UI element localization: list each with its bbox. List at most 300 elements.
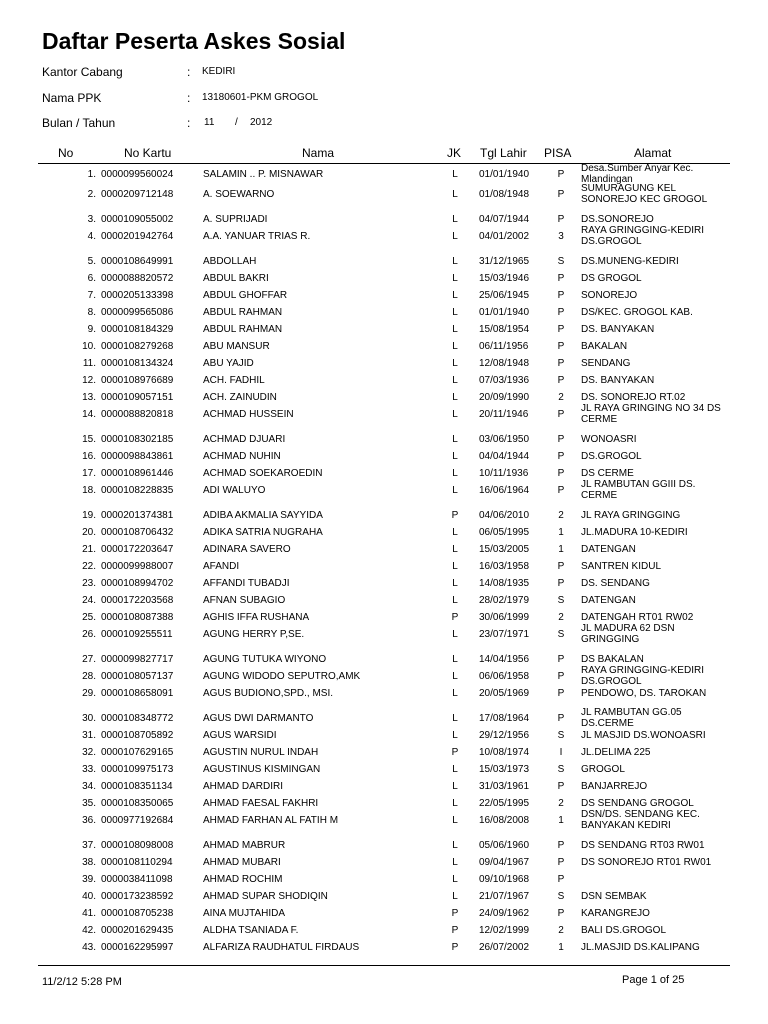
participant-name: AGUNG TUTUKA WIYONO — [203, 654, 327, 665]
pisa-code: P — [557, 671, 565, 682]
card-number: 0000108706432 — [101, 527, 174, 538]
card-number: 0000108302185 — [101, 434, 174, 445]
card-number: 0000108351134 — [101, 781, 173, 792]
row-number: 33. — [82, 764, 96, 775]
participant-name: ADIBA AKMALIA SAYYIDA — [203, 510, 323, 521]
participant-name: AGUS WARSIDI — [203, 730, 277, 741]
table-row — [0, 761, 768, 778]
birth-date: 04/06/2010 — [479, 510, 530, 521]
card-number: 0000108705892 — [101, 730, 174, 741]
card-number: 0000099988007 — [101, 561, 174, 572]
card-number: 0000209712148 — [101, 189, 174, 200]
birth-date: 16/08/2008 — [479, 815, 530, 826]
col-tgl-header: Tgl Lahir — [480, 146, 527, 160]
gender: L — [452, 544, 458, 555]
footer-divider — [38, 965, 730, 966]
card-number: 0000173238592 — [101, 891, 174, 902]
pisa-code: P — [557, 169, 565, 180]
birth-date: 03/06/1950 — [479, 434, 530, 445]
row-number: 13. — [82, 392, 96, 403]
gender: L — [452, 375, 458, 386]
participant-name: AGUS BUDIONO,SPD., MSI. — [203, 688, 334, 699]
pisa-code: 3 — [558, 231, 564, 242]
card-number: 0000109055002 — [101, 214, 174, 225]
address: DS/KEC. GROGOL KAB. — [581, 307, 693, 318]
card-number: 0000108350065 — [101, 798, 174, 809]
address: JL.MASJID DS.KALIPANG — [581, 942, 700, 953]
participant-name: AGUNG WIDODO SEPUTRO,AMK — [203, 671, 361, 682]
table-row — [0, 905, 768, 922]
participant-name: AHMAD FARHAN AL FATIH M — [203, 815, 339, 826]
pisa-code: P — [557, 713, 565, 724]
col-kartu-header: No Kartu — [124, 146, 172, 160]
card-number: 0000098843861 — [101, 451, 174, 462]
birth-date: 28/02/1979 — [479, 595, 530, 606]
birth-date: 04/07/1944 — [479, 214, 530, 225]
row-number: 40. — [82, 891, 96, 902]
card-number: 0000108087388 — [101, 612, 174, 623]
card-number: 0000109057151 — [101, 392, 174, 403]
participant-name: AHMAD FAESAL FAKHRI — [203, 798, 319, 809]
birth-date: 04/01/2002 — [479, 231, 530, 242]
address: JL MASJID DS.WONOASRI — [581, 730, 706, 741]
birth-date: 05/06/1960 — [479, 840, 530, 851]
pisa-code: 1 — [558, 815, 564, 826]
address: DS SENDANG GROGOL — [581, 798, 694, 809]
row-number: 25. — [82, 612, 96, 623]
gender: L — [452, 214, 458, 225]
row-number: 41. — [82, 908, 96, 919]
address: DATENGAN — [581, 595, 636, 606]
participant-name: AHMAD DARDIRI — [203, 781, 284, 792]
table-row — [0, 871, 768, 888]
participant-name: ADINARA SAVERO — [203, 544, 291, 555]
table-row — [0, 778, 768, 795]
row-number: 21. — [82, 544, 96, 555]
address: SANTREN KIDUL — [581, 561, 662, 572]
gender: L — [452, 654, 458, 665]
row-number: 26. — [82, 629, 96, 640]
gender: L — [452, 671, 458, 682]
row-number: 28. — [82, 671, 96, 682]
row-number: 8. — [87, 307, 96, 318]
card-number: 0000108705238 — [101, 908, 174, 919]
gender: P — [451, 510, 459, 521]
table-row — [0, 403, 768, 425]
birth-date: 21/07/1967 — [479, 891, 530, 902]
birth-date: 26/07/2002 — [479, 942, 530, 953]
pisa-code: 1 — [558, 942, 564, 953]
birth-date: 17/08/1964 — [479, 713, 530, 724]
birth-date: 04/04/1944 — [479, 451, 530, 462]
birth-date: 01/01/1940 — [479, 307, 530, 318]
birth-date: 22/05/1995 — [479, 798, 530, 809]
pisa-code: 2 — [558, 392, 564, 403]
participant-name: AHMAD MUBARI — [203, 857, 281, 868]
participant-name: ACHMAD SOEKAROEDIN — [203, 468, 323, 479]
pisa-code: 2 — [558, 925, 564, 936]
pisa-code: P — [557, 857, 565, 868]
row-number: 35. — [82, 798, 96, 809]
gender: L — [452, 273, 458, 284]
address: JL RAMBUTAN GGIII DS. CERME — [581, 479, 696, 501]
gender: L — [452, 561, 458, 572]
row-number: 12. — [82, 375, 96, 386]
row-number: 6. — [87, 273, 96, 284]
gender: L — [452, 468, 458, 479]
participant-name: ABDUL RAHMAN — [203, 324, 283, 335]
pisa-code: 2 — [558, 798, 564, 809]
print-timestamp: 11/2/12 5:28 PM — [42, 976, 122, 988]
participant-name: ABDUL BAKRI — [203, 273, 269, 284]
card-number: 0000107629165 — [101, 747, 174, 758]
row-number: 7. — [87, 290, 96, 301]
row-number: 16. — [82, 451, 96, 462]
address: DS. SONOREJO RT.02 — [581, 392, 686, 403]
participant-name: ACH. FADHIL — [203, 375, 265, 386]
page-title: Daftar Peserta Askes Sosial — [42, 28, 346, 54]
row-number: 23. — [82, 578, 96, 589]
address: BANJARREJO — [581, 781, 648, 792]
participant-name: ABU YAJID — [203, 358, 254, 369]
pisa-code: P — [557, 451, 565, 462]
pisa-code: I — [559, 747, 563, 758]
address: GROGOL — [581, 764, 625, 775]
participant-name: AGUSTIN NURUL INDAH — [203, 747, 319, 758]
birth-date: 24/09/1962 — [479, 908, 530, 919]
address: PENDOWO, DS. TAROKAN — [581, 688, 707, 699]
card-number: 0000099827717 — [101, 654, 174, 665]
card-number: 0000108976689 — [101, 375, 174, 386]
pisa-code: P — [557, 654, 565, 665]
participant-name: AGHIS IFFA RUSHANA — [203, 612, 310, 623]
table-row — [0, 304, 768, 321]
card-number: 0000108110294 — [101, 857, 173, 868]
gender: L — [452, 781, 458, 792]
card-number: 0000108649991 — [101, 256, 174, 267]
gender: L — [452, 629, 458, 640]
birth-date: 12/08/1948 — [479, 358, 530, 369]
card-number: 0000108057137 — [101, 671, 174, 682]
participant-name: AHMAD MABRUR — [203, 840, 286, 851]
birth-date: 25/06/1945 — [479, 290, 530, 301]
birth-date: 01/08/1948 — [479, 189, 530, 200]
address: BALI DS.GROGOL — [581, 925, 667, 936]
table-row — [0, 558, 768, 575]
address: BAKALAN — [581, 341, 628, 352]
address: JL.DELIMA 225 — [581, 747, 651, 758]
participant-name: ADI WALUYO — [203, 485, 266, 496]
card-number: 0000172203568 — [101, 595, 174, 606]
participant-name: ACH. ZAINUDIN — [203, 392, 277, 403]
row-number: 29. — [82, 688, 96, 699]
kantor-colon: : — [187, 65, 191, 79]
gender: L — [452, 358, 458, 369]
gender: L — [452, 256, 458, 267]
row-number: 2. — [87, 189, 96, 200]
participant-name: AGUS DWI DARMANTO — [203, 713, 314, 724]
row-number: 15. — [82, 434, 96, 445]
birth-date: 12/02/1999 — [479, 925, 530, 936]
pisa-code: P — [557, 409, 565, 420]
bulan-value: 11 — [204, 117, 215, 128]
table-row — [0, 854, 768, 871]
address: DS.GROGOL — [581, 451, 642, 462]
col-nama-header: Nama — [302, 146, 335, 160]
participant-name: AFFANDI TUBADJI — [203, 578, 290, 589]
address: DS. SENDANG — [581, 578, 650, 589]
pisa-code: S — [557, 595, 565, 606]
gender: L — [452, 688, 458, 699]
row-number: 27. — [82, 654, 96, 665]
pisa-code: P — [557, 485, 565, 496]
gender: L — [452, 324, 458, 335]
table-row — [0, 665, 768, 687]
row-number: 18. — [82, 485, 96, 496]
address: DS SONOREJO RT01 RW01 — [581, 857, 712, 868]
gender: P — [451, 908, 459, 919]
birth-date: 10/11/1936 — [479, 468, 529, 479]
gender: P — [451, 612, 459, 623]
pisa-code: P — [557, 273, 565, 284]
row-number: 39. — [82, 874, 96, 885]
tahun-value: 2012 — [250, 117, 273, 128]
card-number: 0000201629435 — [101, 925, 174, 936]
pisa-code: P — [557, 307, 565, 318]
gender: L — [452, 169, 458, 180]
pisa-code: S — [557, 256, 565, 267]
table-row — [0, 225, 768, 247]
card-number: 0000099560024 — [101, 169, 174, 180]
card-number: 0000162295997 — [101, 942, 174, 953]
gender: L — [452, 891, 458, 902]
row-number: 10. — [82, 341, 96, 352]
row-number: 5. — [87, 256, 96, 267]
participant-name: AINA MUJTAHIDA — [203, 908, 286, 919]
row-number: 42. — [82, 925, 96, 936]
row-number: 1. — [87, 169, 96, 180]
table-row — [0, 321, 768, 338]
birth-date: 14/08/1935 — [479, 578, 530, 589]
birth-date: 30/06/1999 — [479, 612, 530, 623]
birth-date: 01/01/1940 — [479, 169, 530, 180]
participant-name: AHMAD ROCHIM — [203, 874, 283, 885]
card-number: 0000108134324 — [101, 358, 174, 369]
address: DS GROGOL — [581, 273, 642, 284]
card-number: 0000977192684 — [101, 815, 174, 826]
gender: L — [452, 231, 458, 242]
periode-label: Bulan / Tahun — [42, 116, 116, 130]
participant-name: ABDUL GHOFFAR — [203, 290, 288, 301]
pisa-code: P — [557, 434, 565, 445]
address: SUMURAGUNG KEL SONOREJO KEC GROGOL — [581, 183, 708, 205]
row-number: 22. — [82, 561, 96, 572]
card-number: 0000108228835 — [101, 485, 174, 496]
participant-name: ABDUL RAHMAN — [203, 307, 283, 318]
row-number: 38. — [82, 857, 96, 868]
address: SENDANG — [581, 358, 631, 369]
participant-name: ALFARIZA RAUDHATUL FIRDAUS — [203, 942, 360, 953]
address: SONOREJO — [581, 290, 638, 301]
participant-name: ADIKA SATRIA NUGRAHA — [203, 527, 323, 538]
pisa-code: P — [557, 358, 565, 369]
birth-date: 31/03/1961 — [479, 781, 530, 792]
card-number: 0000109975173 — [101, 764, 174, 775]
table-row — [0, 448, 768, 465]
birth-date: 14/04/1956 — [479, 654, 530, 665]
birth-date: 06/05/1995 — [479, 527, 530, 538]
gender: L — [452, 392, 458, 403]
table-row — [0, 163, 768, 185]
address: RAYA GRINGGING-KEDIRI DS.GROGOL — [581, 225, 704, 247]
participant-name: ACHMAD HUSSEIN — [203, 409, 294, 420]
birth-date: 15/03/1946 — [479, 273, 530, 284]
periode-colon: : — [187, 116, 191, 130]
ppk-colon: : — [187, 91, 191, 105]
participant-name: AFNAN SUBAGIO — [203, 595, 286, 606]
pisa-code: P — [557, 874, 565, 885]
address: DS CERME — [581, 468, 634, 479]
table-row — [0, 939, 768, 956]
col-pisa-header: PISA — [544, 146, 572, 160]
table-row — [0, 707, 768, 729]
table-row — [0, 837, 768, 854]
card-number: 0000108098008 — [101, 840, 174, 851]
gender: L — [452, 857, 458, 868]
card-number: 0000038411098 — [101, 874, 173, 885]
pisa-code: S — [557, 730, 565, 741]
gender: P — [451, 747, 459, 758]
table-row — [0, 183, 768, 205]
table-row — [0, 575, 768, 592]
table-row — [0, 922, 768, 939]
card-number: 0000088820572 — [101, 273, 174, 284]
pisa-code: 2 — [558, 510, 564, 521]
birth-date: 07/03/1936 — [479, 375, 530, 386]
table-row — [0, 253, 768, 270]
pisa-code: S — [557, 764, 565, 775]
row-number: 36. — [82, 815, 96, 826]
gender: L — [452, 434, 458, 445]
birth-date: 20/05/1969 — [479, 688, 530, 699]
address: KARANGREJO — [581, 908, 650, 919]
gender: L — [452, 451, 458, 462]
col-alamat-header: Alamat — [634, 146, 672, 160]
address: DSN SEMBAK — [581, 891, 647, 902]
birth-date: 16/03/1958 — [479, 561, 530, 572]
row-number: 43. — [82, 942, 96, 953]
pisa-code: P — [557, 840, 565, 851]
table-row — [0, 685, 768, 702]
pisa-code: S — [557, 891, 565, 902]
participant-name: A.A. YANUAR TRIAS R. — [203, 231, 311, 242]
row-number: 20. — [82, 527, 96, 538]
address: JL RAYA GRINGGING — [581, 510, 681, 521]
card-number: 0000108961446 — [101, 468, 174, 479]
card-number: 0000108279268 — [101, 341, 174, 352]
gender: L — [452, 578, 458, 589]
pisa-code: P — [557, 578, 565, 589]
address: DS SENDANG RT03 RW01 — [581, 840, 705, 851]
address: JL RAYA GRINGING NO 34 DS CERME — [581, 403, 721, 425]
participant-name: ALDHA TSANIADA F. — [203, 925, 299, 936]
gender: L — [452, 527, 458, 538]
row-number: 17. — [82, 468, 96, 479]
card-number: 0000099565086 — [101, 307, 174, 318]
table-row — [0, 507, 768, 524]
pisa-code: P — [557, 468, 565, 479]
gender: L — [452, 307, 458, 318]
participant-name: ABDOLLAH — [203, 256, 257, 267]
row-number: 32. — [82, 747, 96, 758]
birth-date: 09/10/1968 — [479, 874, 530, 885]
participant-name: AFANDI — [203, 561, 240, 572]
table-row — [0, 541, 768, 558]
table-row — [0, 355, 768, 372]
card-number: 0000172203647 — [101, 544, 174, 555]
gender: L — [452, 815, 458, 826]
col-no-header: No — [58, 146, 74, 160]
table-row — [0, 431, 768, 448]
birth-date: 15/03/1973 — [479, 764, 530, 775]
kantor-label: Kantor Cabang — [42, 65, 123, 79]
gender: L — [452, 713, 458, 724]
pisa-code: S — [557, 629, 565, 640]
birth-date: 09/04/1967 — [479, 857, 530, 868]
row-number: 24. — [82, 595, 96, 606]
pisa-code: P — [557, 781, 565, 792]
address: DATENGAH RT01 RW02 — [581, 612, 694, 623]
birth-date: 15/08/1954 — [479, 324, 530, 335]
table-row — [0, 287, 768, 304]
ppk-value: 13180601-PKM GROGOL — [202, 92, 319, 103]
address: DSN/DS. SENDANG KEC. BANYAKAN KEDIRI — [581, 809, 700, 831]
row-number: 3. — [87, 214, 96, 225]
table-row — [0, 744, 768, 761]
participant-name: ACHMAD NUHIN — [203, 451, 281, 462]
row-number: 11. — [82, 358, 96, 369]
pisa-code: P — [557, 290, 565, 301]
pisa-code: P — [557, 375, 565, 386]
gender: P — [451, 925, 459, 936]
birth-date: 06/11/1956 — [479, 341, 529, 352]
table-row — [0, 479, 768, 501]
address: Desa.Sumber Anyar Kec. Mlandingan — [581, 163, 694, 185]
table-row — [0, 592, 768, 609]
row-number: 30. — [82, 713, 96, 724]
row-number: 37. — [82, 840, 96, 851]
participant-name: A. SOEWARNO — [203, 189, 275, 200]
birth-date: 06/06/1958 — [479, 671, 530, 682]
participant-name: ABU MANSUR — [203, 341, 270, 352]
card-number: 0000108658091 — [101, 688, 174, 699]
pisa-code: P — [557, 324, 565, 335]
participant-name: A. SUPRIJADI — [203, 214, 268, 225]
address: JL RAMBUTAN GG.05 DS.CERME — [581, 707, 682, 729]
birth-date: 23/07/1971 — [479, 629, 530, 640]
card-number: 0000108994702 — [101, 578, 174, 589]
participant-name: SALAMIN .. P. MISNAWAR — [203, 169, 324, 180]
gender: L — [452, 730, 458, 741]
pisa-code: 1 — [558, 527, 564, 538]
birth-date: 10/08/1974 — [479, 747, 530, 758]
table-row — [0, 809, 768, 831]
address: DS. BANYAKAN — [581, 375, 655, 386]
gender: L — [452, 409, 458, 420]
pisa-code: 2 — [558, 612, 564, 623]
participant-name: AGUSTINUS KISMINGAN — [203, 764, 321, 775]
periode-slash: / — [235, 117, 238, 128]
